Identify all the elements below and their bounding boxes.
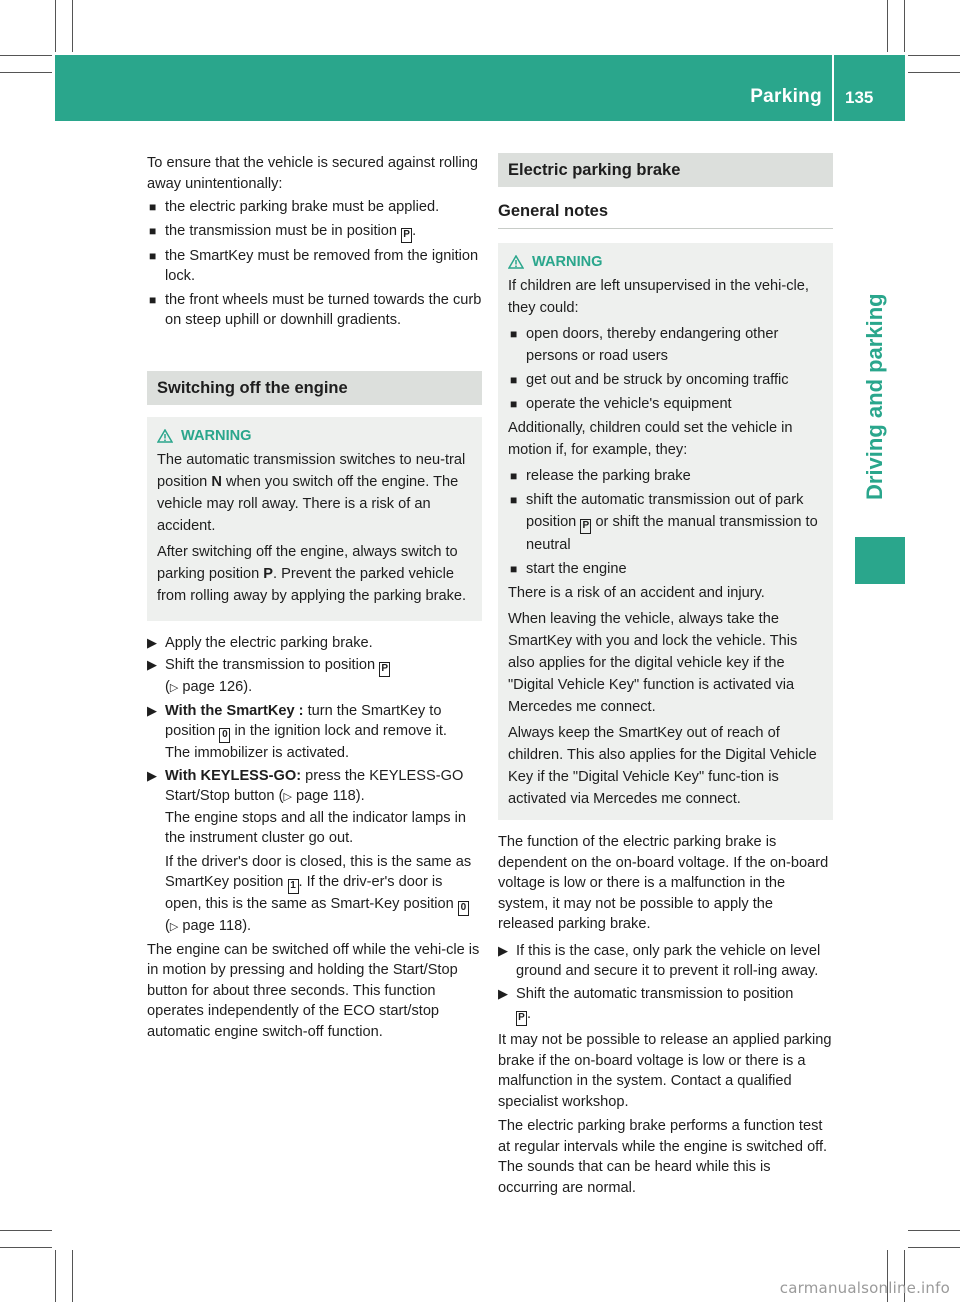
chapter-tab-marker xyxy=(855,537,905,584)
section-heading: Switching off the engine xyxy=(147,371,482,405)
warning-list xyxy=(508,323,825,415)
bullet-icon: ■ xyxy=(510,562,518,576)
step-arrow-icon: ▶ xyxy=(147,634,157,650)
page-ref-icon: ▷ xyxy=(283,791,292,803)
list-item: ■ open doors, thereby endangering other persons or road users xyxy=(508,323,825,367)
step-item: ▶ Shift the automatic transmission to position P . xyxy=(498,984,833,1027)
step-arrow-icon: ▶ xyxy=(498,942,508,958)
bullet-icon: ■ xyxy=(149,223,157,238)
warning-text: If children are left unsupervised in the vehi-cle, they could: xyxy=(508,278,809,316)
park-position-icon: P xyxy=(401,228,412,243)
header-divider xyxy=(832,55,834,121)
page-title: Parking xyxy=(750,86,822,107)
crop-mark xyxy=(72,0,73,52)
warning-text: Additionally, children could set the vehicle in motion if, for example, they: xyxy=(508,420,793,458)
bullet-icon: ■ xyxy=(510,373,518,387)
subsection-heading: General notes xyxy=(498,201,833,229)
crop-mark xyxy=(887,0,888,52)
intro-paragraph: To ensure that the vehicle is secured against rolling away unintentionally: xyxy=(147,155,478,192)
page-number: 135 xyxy=(845,88,874,107)
list-item: ■ the electric parking brake must be applied. xyxy=(147,197,482,218)
list-item: ■ get out and be struck by oncoming traffic xyxy=(508,369,825,391)
crop-mark xyxy=(0,72,52,73)
page-reference-link[interactable]: page 126). xyxy=(182,679,253,695)
warning-box xyxy=(147,417,482,621)
warning-text: When leaving the vehicle, always take the SmartKey with you and lock the vehicle. This also applies for the digital vehicle key if the "Digital Vehicle Key" function is activated via Mercedes me connect. xyxy=(508,611,798,715)
page-ref-icon: ▷ xyxy=(169,682,179,694)
bullet-icon: ■ xyxy=(510,397,518,411)
list-item: ■ start the engine xyxy=(508,558,825,580)
page-ref-icon: ▷ xyxy=(169,921,179,933)
list-item: ■ the front wheels must be turned towards the curb on steep uphill or downhill gradients. xyxy=(149,291,482,328)
warning-text: After switching off the engine, always switch to parking position P. Prevent the parked vehicle from rolling away by applying the parking brake. xyxy=(157,543,467,604)
list-item: ■ operate the vehicle's equipment xyxy=(508,393,825,415)
list-item: ■ release the parking brake xyxy=(508,465,825,487)
crop-mark xyxy=(0,1247,52,1248)
bullet-icon: ■ xyxy=(510,327,518,341)
instruction-steps xyxy=(498,941,833,1027)
page-reference-link[interactable]: page 118). xyxy=(182,918,252,934)
warning-text: There is a risk of an accident and injury. xyxy=(508,585,765,601)
crop-mark xyxy=(0,1230,52,1231)
right-column xyxy=(498,153,833,1199)
step-item: ▶ Apply the electric parking brake. xyxy=(147,633,482,654)
crop-mark xyxy=(908,55,960,56)
body-paragraph: The function of the electric parking brake is dependent on the on-board voltage. If the on-board voltage is low or there is a malfunction in the system, it may not be possible to apply the released parking brake. xyxy=(498,834,829,932)
outro-paragraph: The engine can be switched off while the vehi-cle is in motion by pressing and holding the Start/Stop button for about three seconds. This function operates independently of the ECO start/stop automatic engine switch-off function. xyxy=(147,941,480,1040)
requirements-list xyxy=(147,197,482,331)
key-position-0-icon: 0 xyxy=(219,728,230,743)
step-arrow-icon: ▶ xyxy=(147,657,157,672)
key-position-1-icon: 1 xyxy=(288,879,299,894)
crop-mark xyxy=(55,0,56,52)
watermark-text: carmanualsonline.info xyxy=(779,1278,950,1297)
instruction-steps xyxy=(147,633,482,938)
bullet-icon: ■ xyxy=(510,469,518,483)
warning-triangle-icon xyxy=(508,255,524,269)
crop-mark xyxy=(55,1250,56,1302)
crop-mark xyxy=(72,1250,73,1302)
page-reference-link[interactable]: page 118). xyxy=(295,788,365,804)
step-item: ▶ With the SmartKey : turn the SmartKey to position 0 in the ignition lock and remove it. The immobilizer is activated. xyxy=(147,702,447,761)
crop-mark xyxy=(904,0,905,52)
crop-mark xyxy=(908,1247,960,1248)
section-heading: Electric parking brake xyxy=(498,153,833,187)
park-position-icon: P xyxy=(516,1011,527,1026)
warning-text: Always keep the SmartKey out of reach of children. This also applies for the Digital Vehicle Key if the "Digital Vehicle Key" func-tion is activated via Mercedes me connect. xyxy=(508,725,817,807)
step-arrow-icon: ▶ xyxy=(147,702,157,718)
warning-heading: WARNING xyxy=(508,251,825,273)
step-arrow-icon: ▶ xyxy=(498,985,508,1001)
key-position-0-icon: 0 xyxy=(458,901,469,916)
crop-mark xyxy=(908,1230,960,1231)
warning-list xyxy=(508,465,825,580)
list-item: ■ the SmartKey must be removed from the ignition lock. xyxy=(149,247,479,284)
park-position-icon: P xyxy=(379,662,390,677)
warning-triangle-icon xyxy=(157,429,173,443)
crop-mark xyxy=(0,55,52,56)
chapter-tab-label: Driving and parking xyxy=(862,293,887,500)
left-column xyxy=(147,153,482,1043)
bullet-icon: ■ xyxy=(149,200,157,214)
step-item: ▶ With KEYLESS-GO: press the KEYLESS-GO Start/Stop button (▷ page 118). The engine stops and all the indicator lamps in the instrument cluster go out. If the driver's door is closed, this is the same as SmartKey position 1 . If the driv-er's door is open, this is the same as Smart-Key position 0 (▷ page 118). xyxy=(147,767,472,934)
body-paragraph: It may not be possible to release an applied parking brake if the on-board voltage is low or there is a malfunction in the system. Contact a qualified specialist workshop. xyxy=(498,1032,832,1110)
step-arrow-icon: ▶ xyxy=(147,767,157,783)
list-item: ■ shift the automatic transmission out of park position P or shift the manual transmission to neutral xyxy=(508,489,825,556)
step-item: ▶ If this is the case, only park the vehicle on level ground and secure it to prevent it roll-ing away. xyxy=(498,942,821,979)
step-item: ▶ Shift the transmission to position P (▷ page 126). xyxy=(147,655,482,699)
bullet-icon: ■ xyxy=(510,493,518,507)
bullet-icon: ■ xyxy=(149,248,157,263)
body-paragraph: The electric parking brake performs a function test at regular intervals while the engine is switched off. The sounds that can be heard while this is occurring are normal. xyxy=(498,1118,828,1196)
park-position-icon: P xyxy=(580,519,591,534)
warning-heading: WARNING xyxy=(157,425,474,447)
warning-text: The automatic transmission switches to neu-tral position N when you switch off the engine. The vehicle may roll away. There is a risk of an accident. xyxy=(157,451,466,534)
warning-box xyxy=(498,243,833,820)
list-item: ■ the transmission must be in position P . xyxy=(147,221,482,243)
bullet-icon: ■ xyxy=(149,292,157,307)
crop-mark xyxy=(908,72,960,73)
